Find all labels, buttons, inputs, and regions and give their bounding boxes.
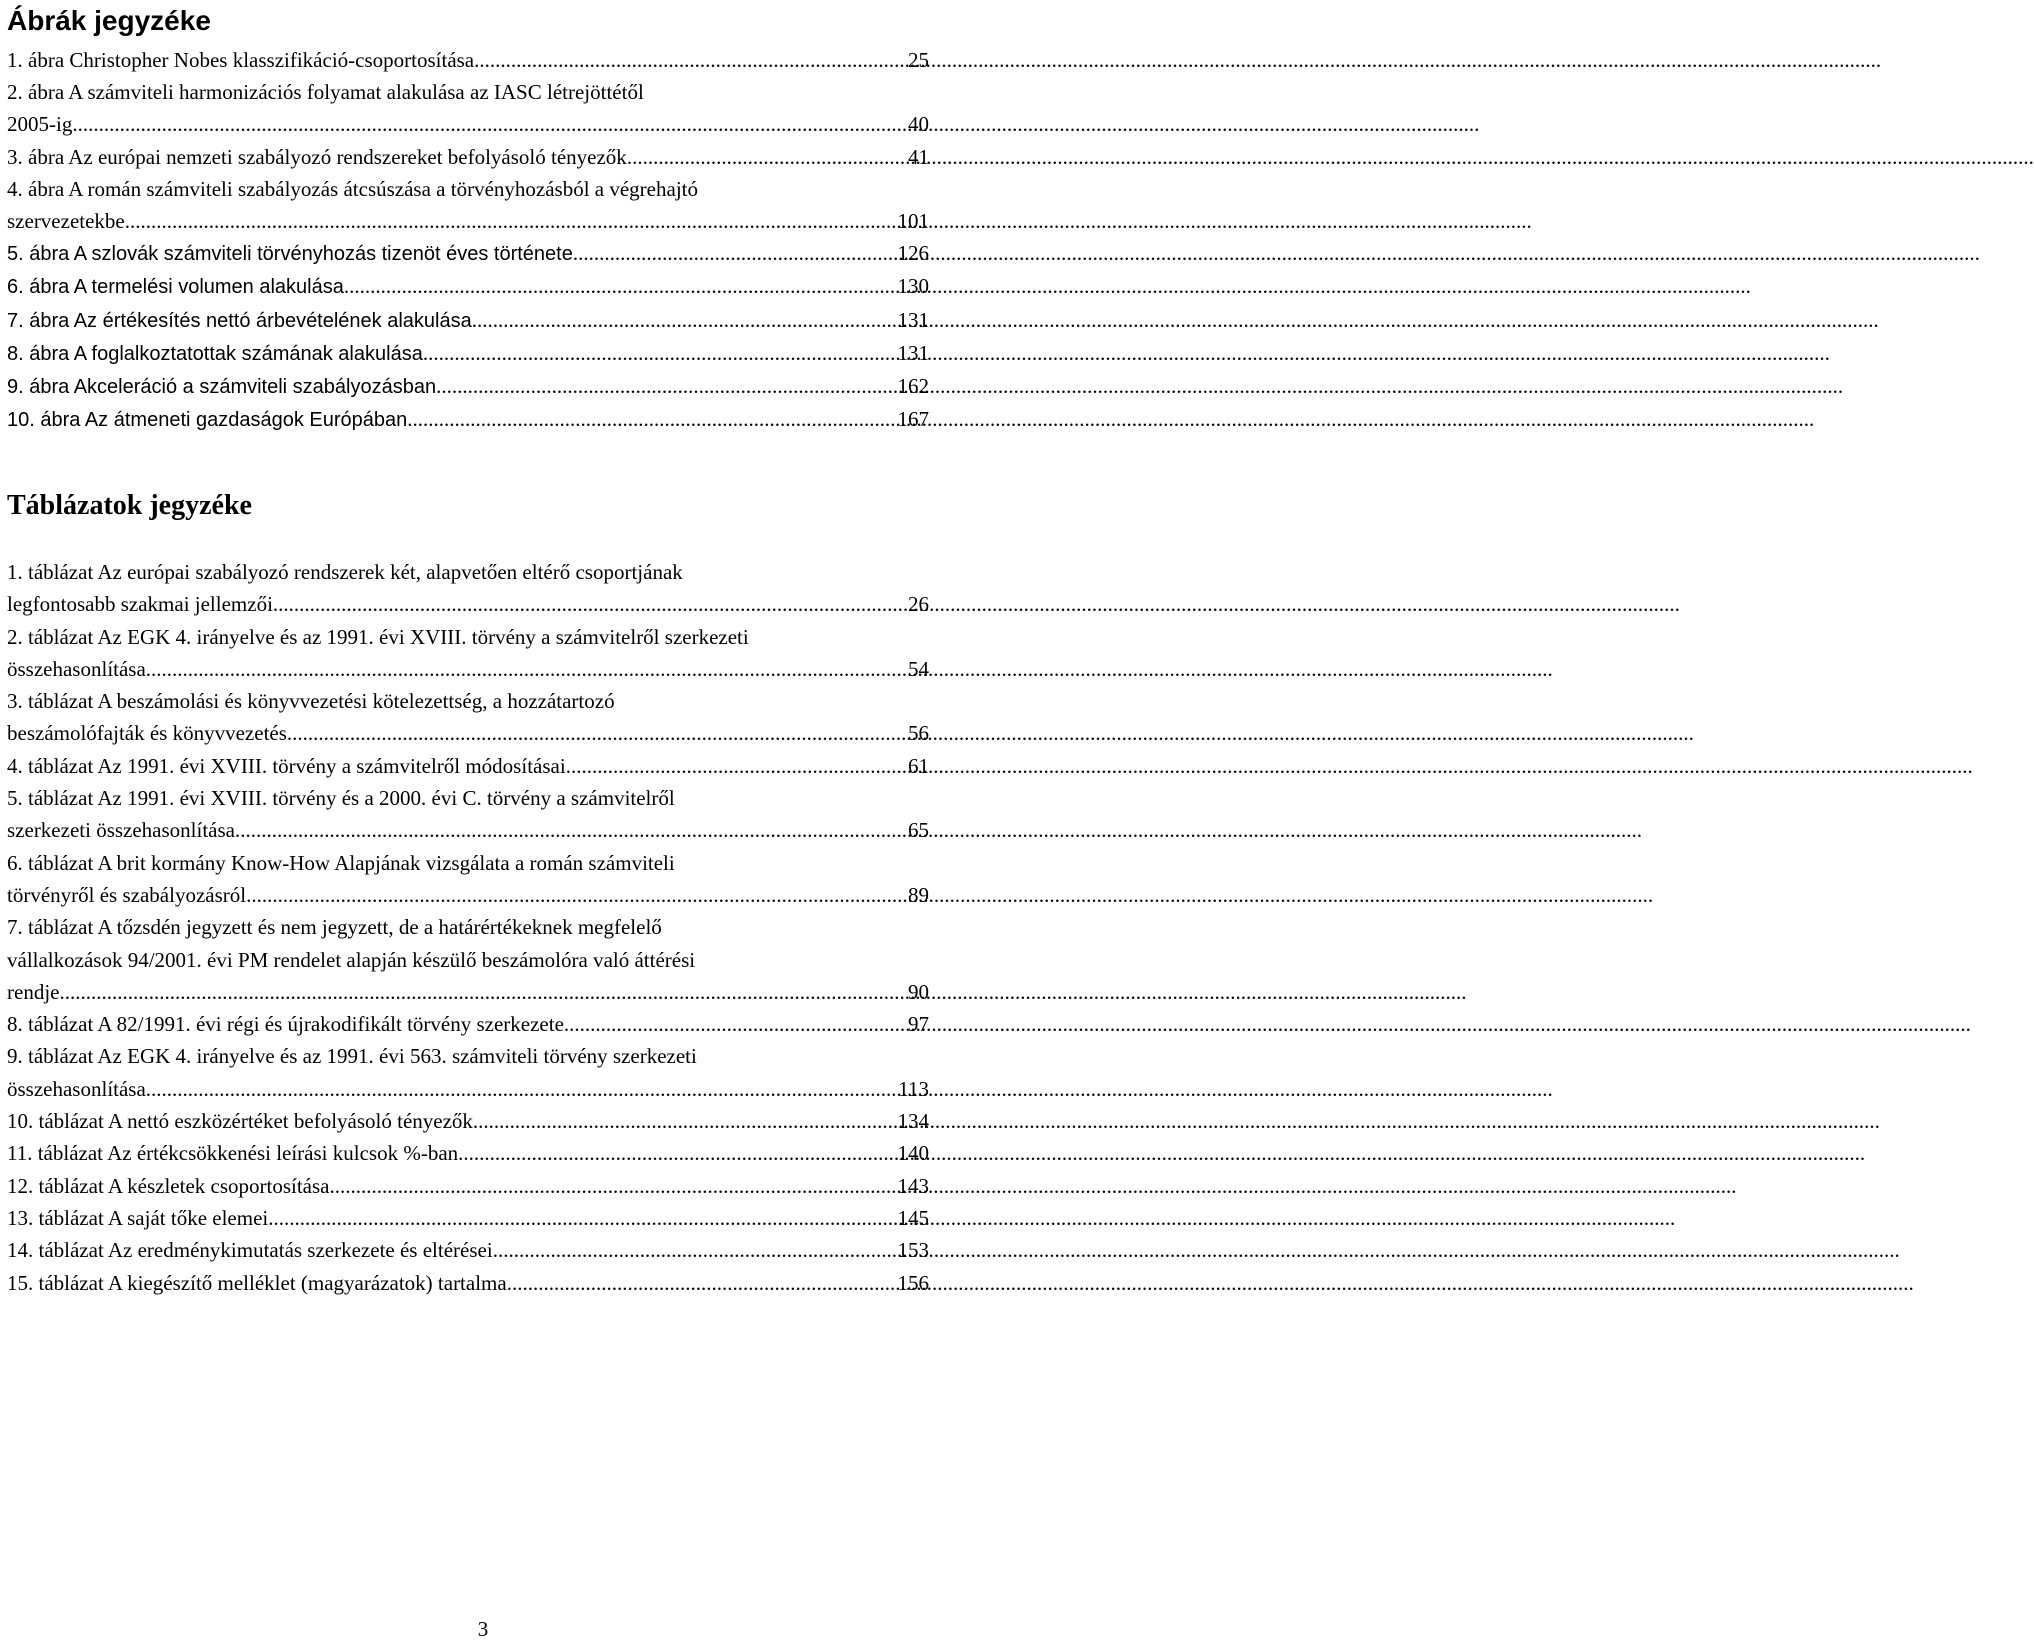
dot-leader — [146, 1073, 892, 1105]
entry-title: 2005-ig — [7, 112, 73, 137]
figure-entry[interactable] — [7, 237, 929, 270]
dot-leader — [330, 1170, 892, 1202]
table-entry[interactable] — [7, 556, 929, 621]
page-number: 3 — [477, 1617, 489, 1641]
entry-leader-line — [7, 588, 929, 620]
entry-leader-line — [7, 1105, 929, 1137]
entry-title-line: 3. táblázat A beszámolási és könyvvezetési kötelezettség, a hozzátartozó — [7, 689, 615, 714]
figure-entry[interactable] — [7, 270, 929, 303]
entry-title: 13. táblázat A saját tőke elemei — [7, 1205, 269, 1230]
dot-leader — [268, 1202, 891, 1234]
entry-title: 5. ábra A szlovák számviteli törvényhozás tizenöt éves története — [7, 243, 573, 266]
table-entry[interactable] — [7, 847, 929, 912]
entry-page-number: 156 — [897, 1270, 929, 1295]
table-entry[interactable] — [7, 1170, 929, 1202]
entry-page-number: 162 — [897, 374, 929, 399]
entry-title: legfontosabb szakmai jellemzői — [7, 592, 273, 617]
entry-title-line: 2. ábra A számviteli harmonizációs folyamat alakulása az IASC létrejöttétől — [7, 80, 644, 105]
entry-leader-line — [7, 370, 929, 403]
figure-entry[interactable] — [7, 76, 929, 140]
entry-title-line: 7. táblázat A tőzsdén jegyzett és nem jegyzett, de a határértékeknek megfelelő — [7, 915, 662, 940]
table-entry[interactable] — [7, 1137, 929, 1169]
dot-leader — [146, 653, 902, 685]
entry-title-line: 1. táblázat Az európai szabályozó rendszerek két, alapvetően eltérő csoportjának — [7, 560, 683, 584]
dot-leader — [507, 1267, 892, 1299]
entry-title: 12. táblázat A készletek csoportosítása — [7, 1173, 330, 1198]
dot-leader — [72, 108, 902, 140]
entry-title-line: 9. táblázat Az EGK 4. irányelve és az 1991. évi 563. számviteli törvény szerkezeti — [7, 1044, 697, 1069]
table-entry[interactable] — [7, 782, 929, 847]
entry-leader-line — [7, 717, 929, 749]
table-entry[interactable] — [7, 1267, 929, 1299]
entry-title: 10. táblázat A nettó eszközértéket befolyásoló tényezők — [7, 1109, 473, 1134]
entry-title: szerkezeti összehasonlítása — [7, 818, 235, 843]
entry-leader-line — [7, 403, 929, 436]
dot-leader — [472, 304, 892, 336]
entry-leader-line — [7, 270, 929, 303]
entry-page-number: 167 — [897, 407, 929, 432]
entry-title: szervezetekbe — [7, 209, 125, 234]
entry-page-number: 126 — [897, 241, 929, 266]
dot-leader — [627, 141, 902, 173]
entry-title-line: 2. táblázat Az EGK 4. irányelve és az 1991. évi XVIII. törvény a számvitelről szerkezeti — [7, 624, 749, 649]
dot-leader — [344, 270, 892, 302]
entry-title: törvényről és szabályozásról — [7, 882, 247, 907]
entry-page-number: 143 — [897, 1173, 929, 1198]
entry-leader-line — [7, 1234, 929, 1266]
table-entry[interactable] — [7, 1008, 929, 1040]
table-entry[interactable] — [7, 1234, 929, 1266]
entry-leader-line — [7, 237, 929, 270]
entry-leader-line — [7, 653, 929, 685]
table-entry[interactable] — [7, 1105, 929, 1137]
entry-leader-line — [7, 1137, 929, 1169]
entry-page-number: 145 — [897, 1205, 929, 1230]
figure-entry[interactable] — [7, 337, 929, 370]
dot-leader — [59, 976, 902, 1008]
entry-title: 11. táblázat Az értékcsökkenési leírási kulcsok %-ban — [7, 1141, 459, 1166]
dot-leader — [273, 588, 902, 620]
entry-title: beszámolófajták és könyvvezetés — [7, 721, 287, 746]
dot-leader — [473, 1105, 892, 1137]
entry-title: 8. ábra A foglalkoztatottak számának alakulása — [7, 342, 423, 365]
entry-leader-line — [7, 1073, 929, 1105]
tables-list-heading: Táblázatok jegyzéke — [7, 490, 252, 521]
table-entry[interactable] — [7, 750, 929, 782]
table-entry[interactable] — [7, 911, 929, 1008]
entry-page-number: 54 — [908, 656, 929, 681]
entry-leader-line — [7, 304, 929, 337]
figure-entry[interactable] — [7, 304, 929, 337]
figure-entry[interactable] — [7, 403, 929, 436]
table-entry[interactable] — [7, 685, 929, 750]
figure-entry[interactable] — [7, 141, 929, 173]
entry-page-number: 140 — [897, 1141, 929, 1166]
dot-leader — [573, 237, 892, 269]
entry-leader-line — [7, 750, 929, 782]
entry-page-number: 101 — [897, 209, 929, 234]
entry-leader-line — [7, 976, 929, 1008]
dot-leader — [458, 1137, 891, 1169]
entry-leader-line — [7, 337, 929, 370]
entry-page-number: 90 — [908, 979, 929, 1004]
entry-title: 3. ábra Az európai nemzeti szabályozó rendszereket befolyásoló tényezők — [7, 144, 627, 169]
entry-page-number: 134 — [897, 1109, 929, 1134]
entry-page-number: 97 — [908, 1012, 929, 1037]
figures-list-heading: Ábrák jegyzéke — [7, 5, 211, 36]
table-entry[interactable] — [7, 1040, 929, 1105]
entry-page-number: 26 — [908, 592, 929, 617]
dot-leader — [407, 403, 891, 435]
tables-list — [7, 556, 929, 1299]
dot-leader — [423, 337, 892, 369]
entry-leader-line — [7, 205, 929, 237]
entry-leader-line — [7, 1170, 929, 1202]
entry-title-line: 6. táblázat A brit kormány Know-How Alapjának vizsgálata a román számviteli — [7, 850, 675, 875]
entry-title: 7. ábra Az értékesítés nettó árbevételének alakulása — [7, 309, 472, 332]
entry-title: 8. táblázat A 82/1991. évi régi és újrakodifikált törvény szerkezete — [7, 1012, 564, 1037]
entry-title-line: 5. táblázat Az 1991. évi XVIII. törvény és a 2000. évi C. törvény a számvitelről — [7, 786, 675, 811]
entry-leader-line — [7, 1267, 929, 1299]
entry-leader-line — [7, 879, 929, 911]
figure-entry[interactable] — [7, 44, 929, 76]
entry-page-number: 113 — [898, 1076, 929, 1101]
dot-leader — [246, 879, 902, 911]
entry-title: 9. ábra Akceleráció a számviteli szabályozásban — [7, 376, 437, 399]
dot-leader — [287, 717, 902, 749]
entry-page-number: 131 — [897, 307, 929, 332]
dot-leader — [493, 1234, 892, 1266]
entry-page-number: 131 — [897, 340, 929, 365]
entry-leader-line — [7, 1008, 929, 1040]
entry-title: 1. ábra Christopher Nobes klasszifikáció-csoportosítása — [7, 48, 475, 72]
entry-title-line: vállalkozások 94/2001. évi PM rendelet alapján készülő beszámolóra való áttérési — [7, 947, 696, 972]
entry-page-number: 40 — [908, 112, 929, 137]
entry-title: 15. táblázat A kiegészítő melléklet (magyarázatok) tartalma — [7, 1270, 507, 1295]
entry-title: 10. ábra Az átmeneti gazdaságok Európában — [7, 409, 408, 432]
figure-entry[interactable] — [7, 370, 929, 403]
entry-title: összehasonlítása — [7, 1076, 146, 1101]
entry-page-number: 56 — [908, 721, 929, 746]
entry-title: összehasonlítása — [7, 656, 146, 681]
entry-leader-line — [7, 44, 929, 76]
entry-title-line: 4. ábra A román számviteli szabályozás átcsúszása a törvényhozásból a végrehajtó — [7, 176, 698, 201]
entry-title: 14. táblázat Az eredménykimutatás szerkezete és eltérései — [7, 1238, 493, 1263]
entry-leader-line — [7, 1202, 929, 1234]
dot-leader — [235, 814, 902, 846]
entry-title: 6. ábra A termelési volumen alakulása — [7, 276, 344, 299]
dot-leader — [125, 205, 892, 237]
dot-leader — [436, 370, 891, 402]
dot-leader — [564, 1008, 902, 1040]
entry-leader-line — [7, 141, 929, 173]
entry-title: rendje — [7, 979, 60, 1004]
entry-page-number: 61 — [908, 753, 929, 778]
entry-page-number: 153 — [897, 1238, 929, 1263]
figures-list — [7, 44, 929, 436]
figure-entry[interactable] — [7, 173, 929, 237]
entry-leader-line — [7, 814, 929, 846]
dot-leader — [566, 750, 902, 782]
entry-page-number: 41 — [908, 144, 929, 169]
dot-leader — [474, 44, 902, 76]
table-entry[interactable] — [7, 1202, 929, 1234]
entry-page-number: 65 — [908, 818, 929, 843]
table-entry[interactable] — [7, 621, 929, 686]
entry-leader-line — [7, 108, 929, 140]
entry-page-number: 130 — [897, 274, 929, 299]
entry-page-number: 25 — [908, 48, 929, 72]
entry-title: 4. táblázat Az 1991. évi XVIII. törvény a számvitelről módosításai — [7, 753, 566, 778]
entry-page-number: 89 — [908, 882, 929, 907]
